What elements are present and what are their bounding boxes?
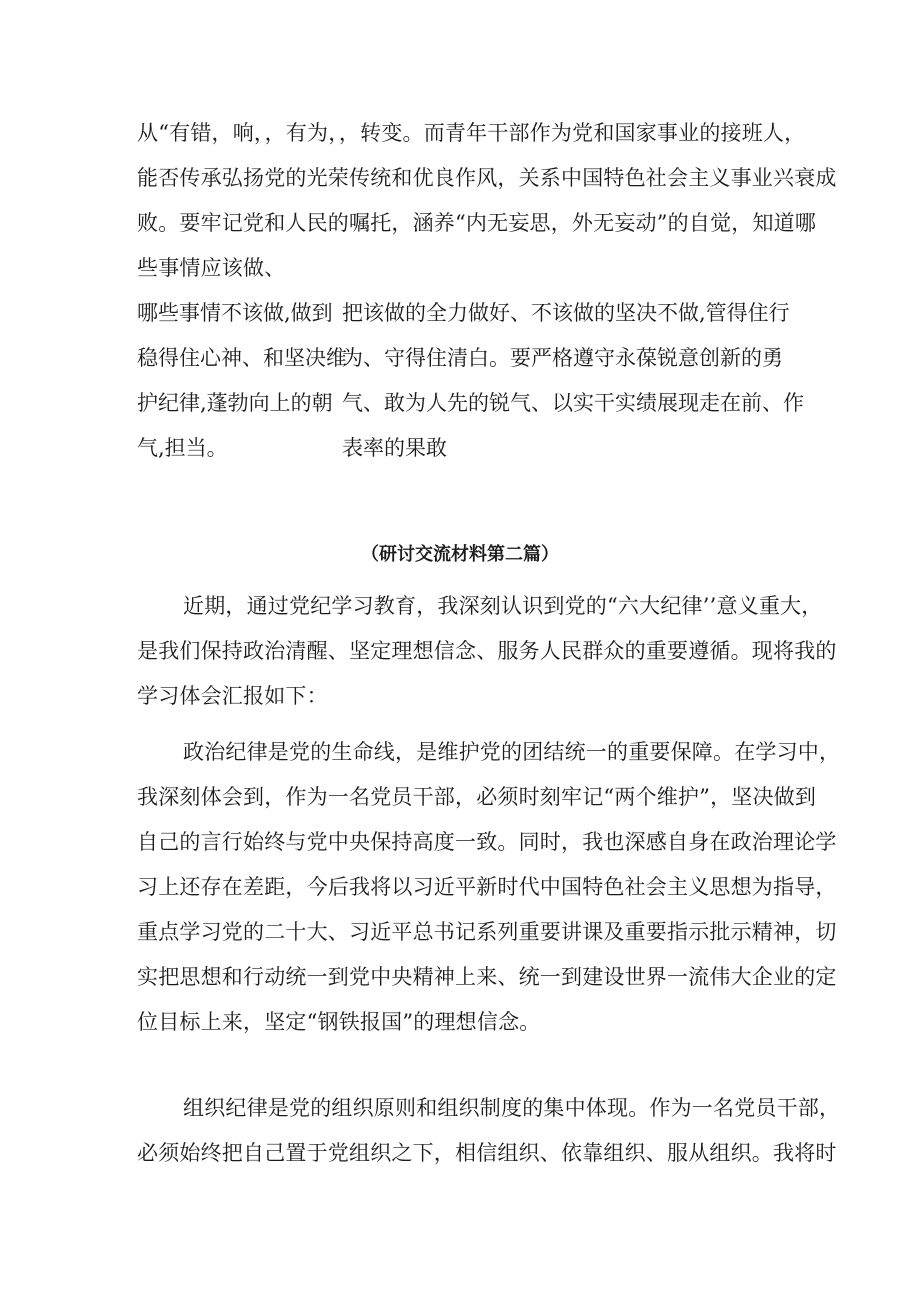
paragraph-line: 实把思想和行动统一到党中央精神上来、统一到建设世界一流伟大企业的定 <box>137 965 837 989</box>
paragraph-line: 必须始终把自己置于党组织之下，相信组织、依靠组织、服从组织。我将时 <box>137 1141 837 1165</box>
paragraph-line: 能否传承弘扬党的光荣传统和优良作风，关系中国特色社会主义事业兴衰成 <box>137 166 837 190</box>
paragraph-line: 习上还存在差距，今后我将以习近平新时代中国特色社会主义思想为指导， <box>137 875 837 899</box>
paragraph-line: 重点学习党的二十大、习近平总书记系列重要讲课及重要指示批示精神，切 <box>137 920 837 944</box>
paragraph-line: 近期，通过党纪学习教育，我深刻认识到党的“六大纪律’’意义重大， <box>183 594 823 618</box>
right-column-line: 气、敢为人先的锐气、以实干实绩展现走在前、作 <box>342 391 804 415</box>
right-column-line: 为、守得住清白。要严格遵守永葆锐意创新的勇 <box>342 346 783 370</box>
paragraph-line: 政治纪律是党的生命线，是维护党的团结统一的重要保障。在学习中， <box>183 740 841 764</box>
paragraph-line: 自己的言行始终与党中央保持高度一致。同时，我也深感自身在政治理论学 <box>137 830 837 854</box>
paragraph-line: 组织纪律是党的组织原则和组织制度的集中体现。作为一名党员干部， <box>183 1096 841 1120</box>
paragraph-line: 些事情应该做、 <box>137 256 286 280</box>
paragraph-line: 我深刻体会到，作为一名党员干部，必须时刻牢记“两个维护”，坚决做到 <box>137 785 817 809</box>
left-column-line: 稳得住心神、和坚决维 <box>137 346 347 370</box>
left-column-line: 气,担当。 <box>137 436 228 460</box>
section-title: （研讨交流材料第二篇） <box>361 544 559 565</box>
left-column-line: 哪些事情不该做,做到 <box>137 301 333 325</box>
paragraph-line: 从“有错，响，，有为，，转变。而青年干部作为党和国家事业的接班人， <box>137 121 806 145</box>
paragraph-line: 是我们保持政治清醒、坚定理想信念、服务人民群众的重要遵循。现将我的 <box>137 639 837 663</box>
paragraph-line: 败。要牢记党和人民的嘱托，涵养“内无妄思，外无妄动”的自觉，知道哪 <box>137 211 817 235</box>
left-column-line: 护纪律,蓬勃向上的朝 <box>137 391 333 415</box>
paragraph-line: 位目标上来，坚定“钢铁报国”的理想信念。 <box>137 1010 541 1034</box>
right-column-line: 表率的果敢 <box>342 436 447 460</box>
right-column-line: 把该做的全力做好、不该做的坚决不做,管得住行 <box>342 301 790 325</box>
paragraph-line: 学习体会汇报如下： <box>137 684 328 708</box>
